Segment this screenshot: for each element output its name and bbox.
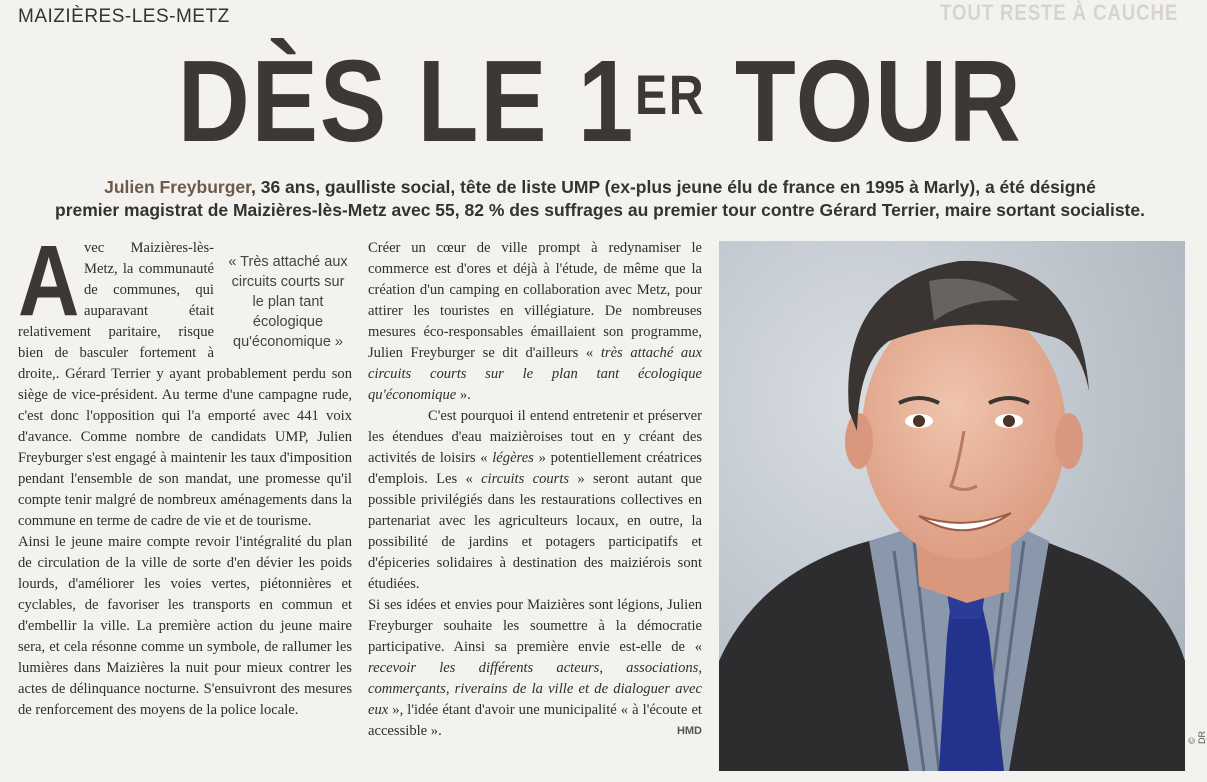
drop-cap: A xyxy=(18,225,80,337)
headline-end: TOUR xyxy=(705,36,1023,166)
col1-paragraph-1: vec Maizières-lès-Metz, la communauté de communes, qui auparavant était relativement paritaire, risque bien de basculer fortement à droite,. Gérard Terrier y ayant probablement perdu son siège de vice-président. Au terme d'une campagne rude, c'est donc l'opposition qui l'a emporté avec 441 voix d'avance. Comme nombre de candidats UMP, Julien Freyburger s'est engagé à maintenir les taux d'imposition pendant l'ensemble de son mandat, une promesse qu'il compte tenir malgré de nombreux aménagements dans la commune en terme de cadre de vie et de tourisme. xyxy=(18,240,352,529)
ghost-header: TOUT RESTE À CAUCHE xyxy=(939,0,1178,25)
article-column-2 xyxy=(368,238,702,742)
pull-quote: « Très attaché aux circuits courts sur le plan tant écologique qu'économique » xyxy=(228,254,348,350)
photo-credit: © DR xyxy=(1187,731,1207,744)
col1-paragraph-2: Ainsi le jeune maire compte revoir l'intégralité du plan de circulation de la ville de sorte d'en dévier les poids lourds, d'améliorer les voies vertes, piétonnières et cyclables, de favoriser les transports en commun et d'embellir la ville. La première action du jeune maire sera, et cela résonne comme un symbole, de rallumer les lumières dans Maizières la nuit pour mieux contrer les actes de délinquance nocturne. S'ensuivront des mesures de renforcement des moyens de la police locale. xyxy=(18,534,352,718)
col2-paragraph-2: C'est pourquoi il entend entretenir et préserver les étendues d'eau maizièroises tout en y créant des activités de loisirs « légères » potentiellement créatrices d'emplois. Les « circuits courts » seront autant que possible privilégiés dans les restaurations collectives en partenariat avec les agriculteurs locaux, en outre, la possibilité de jardins et potagers participatifs et d'épiceries solidaires à destination des maiziérois sont étudiées. xyxy=(368,408,702,592)
author-signature: HMD xyxy=(676,725,702,737)
lede-line1: , 36 ans, gaulliste social, tête de liste UMP (ex-plus jeune élu de france en 1995 à Marly), a été désigné xyxy=(250,177,1096,197)
lede-name: Julien Freyburger xyxy=(104,177,251,197)
article-column-1 xyxy=(18,225,352,721)
portrait-illustration xyxy=(719,241,1185,771)
lede xyxy=(20,176,1180,222)
col2-paragraph-1: Créer un cœur de ville prompt à redynamiser le commerce est d'ores et déjà à l'étude, de même que la création d'un camping en collaboration avec Metz, pour attirer les touristes en villégiature. De nombreuses mesures éco-responsables émaillaient son programme, Julien Freyburger se dit d'ailleurs « très attaché aux circuits courts sur le plan tant écologique qu'économique ». xyxy=(368,240,702,403)
headline-sup: ER xyxy=(634,63,706,126)
portrait-photo xyxy=(719,241,1185,771)
headline-main: DÈS LE 1 xyxy=(177,36,635,166)
lede-line2: premier magistrat de Maizières-lès-Metz avec 55, 82 % des suffrages au premier tour contre Gérard Terrier, maire sortant socialiste. xyxy=(55,200,1145,220)
quote-recevoir: recevoir les différents acteurs, associations, commerçants, riverains de la ville et de dialoguer avec eux xyxy=(368,660,702,718)
col2-paragraph-3: Si ses idées et envies pour Maizières sont légions, Julien Freyburger souhaite les soumettre à la démocratie participative. Ainsi sa première envie est-elle de « recevoir les différents acteurs, associations, commerçants, riverains de la ville et de dialoguer avec eux », l'idée étant d'avoir une municipalité « à l'écoute et accessible ». HMD xyxy=(368,595,702,742)
headline xyxy=(0,36,1200,166)
quote-ecologique: très attaché aux circuits courts sur le plan tant écologique qu'économique xyxy=(368,345,702,403)
section-kicker: MAIZIÈRES-LES-METZ xyxy=(18,6,230,27)
